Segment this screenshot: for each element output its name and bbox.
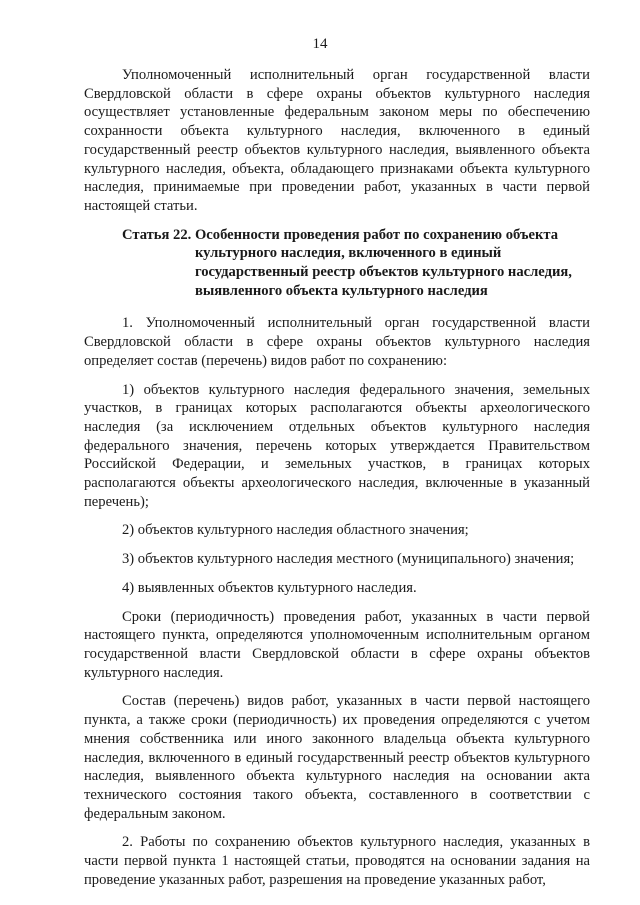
- article-number: Статья 22.: [122, 226, 195, 243]
- document-body: [84, 66, 590, 899]
- article-heading: [84, 226, 590, 301]
- paragraph: 4) выявленных объектов культурного наследия.: [122, 579, 417, 596]
- paragraph: 1. Уполномоченный исполнительный орган государственной власти Свердловской области в сфере охраны объектов культурного наследия определяет состав (перечень) видов работ по сохранению:: [84, 315, 590, 369]
- paragraph: Сроки (периодичность) проведения работ, указанных в части первой настоящего пункта, определяются уполномоченным исполнительным органом государственной власти Свердловской области в сфере охраны объектов культурного наследия.: [84, 608, 590, 681]
- paragraph: 1) объектов культурного наследия федерального значения, земельных участков, в границах которых располагаются объекты археологического наследия (за исключением отдельных объектов культурного наследия федерального значения, перечень которых утверждается Правительством Российской Федерации, и земельных участков, в границах которых располагаются объекты археологического наследия, включенные в указанный перечень);: [84, 381, 590, 510]
- page-number: 14: [312, 36, 328, 52]
- paragraph: Состав (перечень) видов работ, указанных в части первой настоящего пункта, а также сроки (периодичность) их проведения определяются с учетом мнения собственника или иного законного владельца объекта культурного наследия, включенного в единый государственный реестр объектов культурного наследия, выявленного объекта культурного наследия на основании акта технического состояния такого объекта, составленного в соответствии с федеральным законом.: [84, 693, 590, 822]
- paragraph: 2. Работы по сохранению объектов культурного наследия, указанных в части первой пункта 1 настоящей статьи, проводятся на основании задания на проведение указанных работ, разрешения на проведение указанных работ,: [84, 834, 590, 888]
- paragraph: 2) объектов культурного наследия областного значения;: [122, 522, 469, 539]
- article-title: Особенности проведения работ по сохранению объекта культурного наследия, включенного в единый государственный реестр объектов культурного наследия, выявленного объекта культурного наследия: [194, 226, 572, 299]
- paragraph: 3) объектов культурного наследия местного (муниципального) значения;: [122, 551, 575, 568]
- paragraph-intro: Уполномоченный исполнительный орган государственной власти Свердловской области в сфере охраны объектов культурного наследия осуществляет установленные федеральным законом меры по обеспечению сохранности объекта культурного наследия, включенного в единый государственный реестр объектов культурного наследия, выявленного объекта культурного наследия, объекта, обладающего признаками объекта культурного наследия, принимаемые при проведении работ, указанных в части первой настоящей статьи.: [84, 67, 590, 214]
